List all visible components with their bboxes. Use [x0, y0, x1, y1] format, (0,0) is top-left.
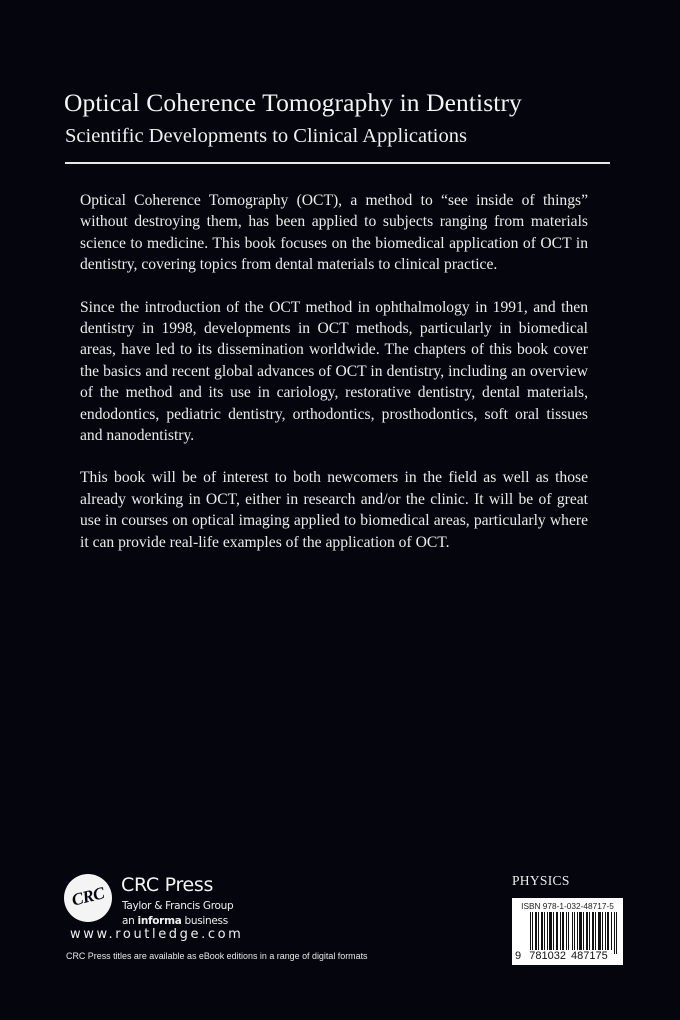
publisher-website-link[interactable]: www.routledge.com	[70, 927, 244, 942]
barcode-digits-group-2: 487175	[571, 950, 608, 962]
informa-suffix: business	[181, 915, 228, 927]
title-divider	[65, 162, 610, 164]
book-title: Optical Coherence Tomography in Dentistry	[64, 88, 522, 117]
crc-logo-text: CRC	[69, 883, 106, 910]
informa-prefix: an	[122, 915, 138, 927]
subject-category: PHYSICS	[512, 873, 570, 888]
ebook-tagline: CRC Press titles are available as eBook editions in a range of digital formats	[66, 951, 368, 962]
book-subtitle: Scientific Developments to Clinical Applications	[65, 125, 467, 147]
book-description	[80, 190, 588, 574]
crc-logo-icon	[64, 874, 112, 922]
isbn-barcode	[512, 898, 623, 965]
isbn-label: ISBN 978-1-032-48717-5	[521, 901, 614, 911]
publisher-group: Taylor & Francis Group	[122, 900, 234, 912]
description-paragraph-2: Since the introduction of the OCT method in ophthalmology in 1991, and then dentistry in 1998, developments in OCT methods, particularly in biomedical areas, have led to its dissemination worldwide. The chapters of this book cover the basics and recent global advances of OCT in dentistry, including an overview of the method and its use in cariology, restorative dentistry, dental materials, endodontics, pediatric dentistry, orthodontics, prosthodontics, soft oral tissues and nanodentistry.	[80, 298, 588, 445]
publisher-name: CRC Press	[121, 874, 214, 896]
barcode-digits-group-1: 781032	[529, 950, 566, 962]
informa-bold: informa	[137, 915, 182, 927]
barcode-bars-icon	[530, 912, 618, 954]
publisher-informa	[122, 915, 228, 927]
barcode-digit-lead: 9	[515, 950, 522, 962]
description-paragraph-1: Optical Coherence Tomography (OCT), a method to “see inside of things” without destroying them, has been applied to subjects ranging from materials science to medicine. This book focuses on the biomedical application of OCT in dentistry, covering topics from dental materials to clinical practice.	[80, 192, 588, 274]
barcode-digits	[514, 950, 609, 962]
description-paragraph-3: This book will be of interest to both newcomers in the field as well as those already working in OCT, either in research and/or the clinic. It will be of great use in courses on optical imaging applied to biomedical areas, particularly where it can provide real-life examples of the application of OCT.	[80, 469, 588, 551]
